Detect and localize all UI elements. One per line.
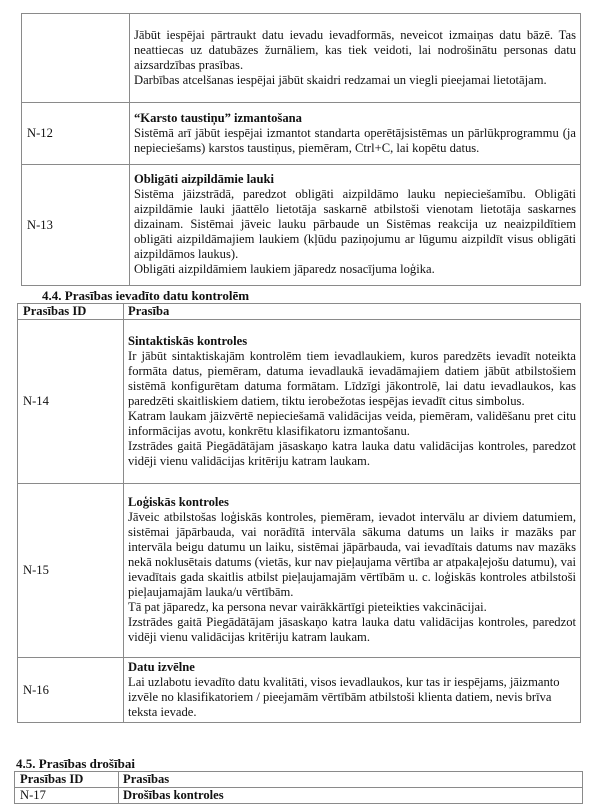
table-row (18, 658, 581, 723)
table-header-row (18, 304, 581, 320)
requirement-paragraph: Sistēmā arī jābūt iespējai izmantot standarta operētājsistēmas un pārlūkprogrammu (ja nepieciešams) karstos taustiņus, piemēram, Ctrl+C, lai kopētu datus. (134, 125, 576, 155)
requirement-paragraph: Izstrādes gaitā Piegādātājam jāsaskaņo katra lauka datu validācijas kontroles, paredzot vidēji vienu validācijas kritēriju katram laukam. (128, 615, 576, 644)
requirement-text (130, 14, 581, 103)
requirement-paragraph: Darbības atcelšanas iespējai jābūt skaidri redzamai un viegli pieejamai lietotājam. (134, 72, 547, 87)
table-row (22, 165, 581, 286)
table-header-row (15, 772, 583, 788)
requirement-paragraph: Jāveic atbilstošas loģiskās kontroles, piemēram, ievadot intervālu ar diviem datumiem, sistēmai jāpārbauda, vai norādītā intervāla sākuma datums un laiks ir mazāks par intervāla beigu datumu un laiku, sistēmai jāpārbauda, vai ievadītais datums nav mazāks nekā noklusētais datums (vietās, kur nav pieļaujama vērtība ar atpakaļejošu datumu), vai ievadītais gada skaitlis atbilst pieļaujamajām vērtībām u. c. loģiskās kontroles atbilstoši pieļaujamajām lauka/u vērtībām. (128, 510, 576, 599)
requirement-paragraph: Sistēma jāizstrādā, paredzot obligāti aizpildāmo lauku nepieciešamību. Obligāti aizpildāmie lauki jāattēlo lietotāja saskarnē atbilstoši vienotam lietotāja saskarnes dizainam. Sistēmai jāveic lauku pārbaude un Sistēmas reakcija uz neaizpildītiem obligāti aizpildāmajiem laukiem (kļūdu paziņojumu ar lūgumu aizpildīt visus obligāti aizpildāmos laukus). (134, 187, 576, 261)
section-heading: 4.4. Prasības ievadīto datu kontrolēm (42, 288, 250, 303)
requirements-table-continued (21, 13, 581, 286)
requirement-text (124, 658, 581, 723)
requirement-text (130, 103, 581, 165)
requirement-paragraph: Ir jābūt sintaktiskajām kontrolēm tiem ievadlaukiem, kuros paredzēts ievadīt noteikta formāta datus, piemēram, datuma ievadlaukā ievadāmajiem datiem jābūt atbilstošiem sistēmā konfigurētam datuma formātam. Līdzīgi jākontrolē, lai datu ievadlaukos, kas paredzēti skaitliskiem datiem, tiktu ierobežotas iespējas ievadīt citus simbolus. (128, 348, 576, 408)
requirement-title: Loģiskās kontroles (128, 495, 229, 509)
requirement-text (124, 320, 581, 484)
requirement-title: Datu izvēlne (128, 659, 195, 674)
table-row (22, 103, 581, 165)
table-row (18, 484, 581, 658)
requirement-title: Sintaktiskās kontroles (128, 333, 248, 348)
requirement-id: N-15 (18, 484, 124, 658)
section-heading: 4.5. Prasības drošībai (16, 756, 135, 771)
requirement-paragraph: Lai uzlabotu ievadīto datu kvalitāti, visos ievadlaukos, kur tas ir iespējams, jāizmanto izvēle no klasifikatoriem / pieejamām vērtībām atbilstoši klienta datiem, nevis brīva teksta ievade. (128, 674, 560, 719)
requirement-paragraph: Izstrādes gaitā Piegādātājam jāsaskaņo katra lauka datu validācijas kontroles, paredzot vidēji vienu validācijas kritēriju katram laukam. (128, 438, 576, 468)
column-header-id: Prasības ID (18, 304, 124, 320)
table-row (15, 788, 583, 804)
requirement-id: N-14 (18, 320, 124, 484)
requirement-title: Obligāti aizpildāmie lauki (134, 172, 274, 186)
data-control-requirements-table (17, 303, 581, 723)
requirement-paragraph: Obligāti aizpildāmiem laukiem jāparedz nosacījuma loģika. (134, 262, 435, 276)
requirement-paragraph: Jābūt iespējai pārtraukt datu ievadu ievadformās, neveicot izmaiņas datu bāzē. Tas neattiecas uz datubāzes žurnāliem, kas tiek veidoti, lai nodrošinātu personas datu aizsardzības prasības. (134, 27, 576, 72)
requirement-title: “Karsto taustiņu” izmantošana (134, 110, 302, 125)
requirement-id (22, 14, 130, 103)
requirement-text (124, 484, 581, 658)
table-row (18, 320, 581, 484)
column-header-requirement: Prasība (124, 304, 581, 320)
requirement-id: N-17 (15, 788, 119, 804)
requirement-paragraph: Tā pat jāparedz, ka persona nevar vairākkārtīgi pieteikties vakcinācijai. (128, 600, 487, 614)
security-requirements-table (14, 771, 583, 804)
requirement-id: N-16 (18, 658, 124, 723)
requirement-text (130, 165, 581, 286)
table-row (22, 14, 581, 103)
requirement-id: N-12 (22, 103, 130, 165)
requirement-paragraph: Katram laukam jāizvērtē nepieciešamā validācijas veida, piemēram, validēšanu pret citu informācijas avotu, konkrētu klasifikatoru izmantošanu. (128, 408, 576, 438)
requirement-title: Drošības kontroles (119, 788, 583, 804)
column-header-requirements: Prasības (119, 772, 583, 788)
column-header-id: Prasības ID (15, 772, 119, 788)
requirement-id: N-13 (22, 165, 130, 286)
